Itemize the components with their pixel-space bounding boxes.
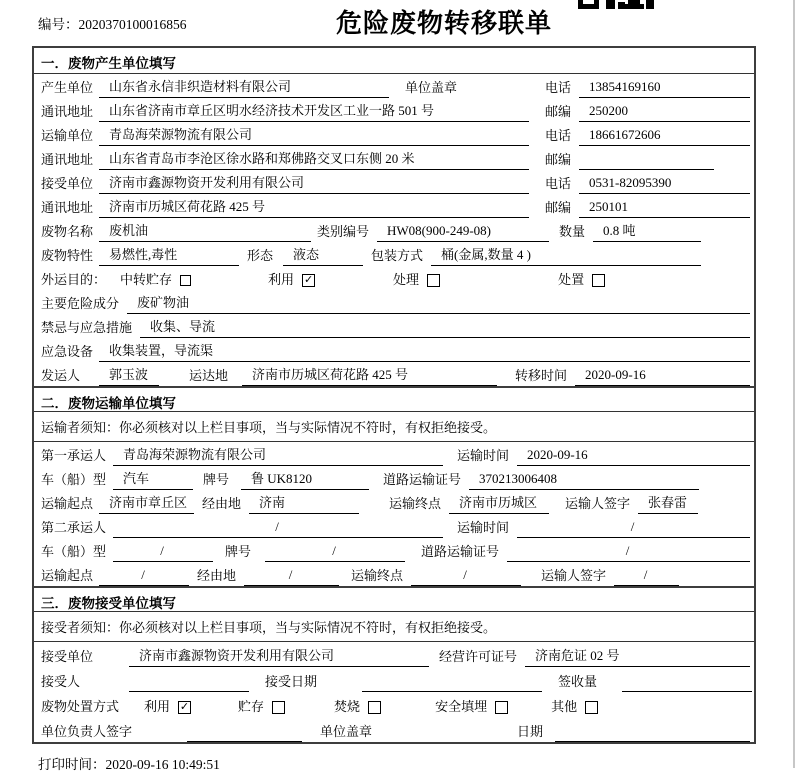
carrier-label: 第二承运人 <box>41 520 107 535</box>
disposal-incinerate-label: 焚烧 <box>334 699 361 714</box>
carrier-value: / <box>113 519 443 538</box>
terminus-value: / <box>411 567 521 586</box>
disposal-other-checkbox <box>585 701 598 714</box>
producer-value: 山东省永信非织造材料有限公司 <box>99 76 389 98</box>
disposal-label: 废物处置方式 <box>41 699 120 714</box>
recipient-value-blank <box>129 689 249 692</box>
carrier-sign-label: 运输人签字 <box>541 568 607 583</box>
vehicle-type-value: / <box>113 543 213 562</box>
address-value: 山东省济南市章丘区明水经济技术开发区工业一路 501 号 <box>99 100 529 122</box>
zip-label: 邮编 <box>545 200 572 215</box>
route-row <box>34 490 754 514</box>
vehicle-type-label: 车（船）型 <box>41 544 107 559</box>
waste-name-value: 废机油 <box>99 220 311 242</box>
manifest-form <box>32 46 756 744</box>
carrier-value: 青岛海荣源物流有限公司 <box>113 444 443 466</box>
zip-value-blank <box>579 167 714 170</box>
purpose-label: 外运目的： <box>41 272 107 287</box>
second-carrier-row <box>34 514 754 538</box>
disposal-incinerate-checkbox <box>368 701 381 714</box>
transporter-address-row <box>34 146 754 170</box>
category-label: 类别编号 <box>317 224 370 239</box>
via-value: 济南 <box>249 492 359 514</box>
quantity-value: 0.8 吨 <box>593 220 701 242</box>
first-carrier-row <box>34 442 754 466</box>
sign-date-value-blank <box>555 739 750 742</box>
purpose-dispose-label: 处置 <box>558 272 585 287</box>
accept-date-value-blank <box>362 689 542 692</box>
transfer-date-label: 转移时间 <box>515 368 568 383</box>
purpose-transfer-checkbox <box>180 275 191 286</box>
equipment-value: 收集装置，导流渠 <box>99 340 750 362</box>
hazard-row <box>34 290 754 314</box>
unit-seal-label: 单位盖章 <box>405 80 458 95</box>
accept-unit-value: 济南市鑫源物资开发利用有限公司 <box>129 645 429 667</box>
accept-date-label: 接受日期 <box>265 674 318 689</box>
purpose-row <box>34 266 754 290</box>
doc-number-label: 编号： <box>38 17 79 32</box>
road-license-label: 道路运输证号 <box>383 472 462 487</box>
page-title: 危险废物转移联单 <box>335 8 552 38</box>
vehicle-type-label: 车（船）型 <box>41 472 107 487</box>
form-value: 液态 <box>283 244 363 266</box>
category-value: HW08(900-249-08) <box>377 223 549 242</box>
terminus-value: 济南市历城区 <box>449 492 549 514</box>
phone-label: 电话 <box>545 128 572 143</box>
disposal-landfill-checkbox <box>495 701 508 714</box>
phone-group <box>545 77 750 98</box>
disposal-row <box>34 692 754 717</box>
purpose-treat-label: 处理 <box>393 272 420 287</box>
section2-title: 二．废物运输单位填写 <box>34 386 754 412</box>
character-label: 废物特性 <box>41 248 94 263</box>
vehicle-row <box>34 466 754 490</box>
packing-label: 包装方式 <box>371 248 424 263</box>
transporter-row <box>34 122 754 146</box>
origin-value: 济南市章丘区 <box>99 492 194 514</box>
manager-sign-label: 单位负责人签字 <box>41 724 133 739</box>
phone-value: 13854169160 <box>579 79 750 98</box>
road-license-value: / <box>507 543 750 562</box>
address-value: 济南市历城区荷花路 425 号 <box>99 196 529 218</box>
disposal-store-label: 贮存 <box>238 699 265 714</box>
destination-value: 济南市历城区荷花路 425 号 <box>242 364 497 386</box>
received-qty-value-blank <box>622 689 752 692</box>
carrier-sign-value: 张春雷 <box>638 492 698 514</box>
address-label: 通讯地址 <box>41 152 94 167</box>
quantity-label: 数量 <box>559 224 586 239</box>
consignor-value: 郭玉波 <box>99 364 159 386</box>
measures-row <box>34 314 754 338</box>
purpose-use-label: 利用 <box>268 272 295 287</box>
purpose-treat-checkbox <box>427 274 440 287</box>
plate-value: / <box>265 543 405 562</box>
plate-label: 牌号 <box>203 472 230 487</box>
road-license-label: 道路运输证号 <box>421 544 500 559</box>
producer-address-row <box>34 98 754 122</box>
plate-value: 鲁 UK8120 <box>241 468 369 490</box>
zip-group <box>545 149 750 170</box>
doc-number-value: 2020370100016856 <box>78 17 187 32</box>
disposal-store-checkbox <box>272 701 285 714</box>
via-label: 经由地 <box>197 568 237 583</box>
producer-row <box>34 74 754 98</box>
phone-value: 18661672606 <box>579 127 750 146</box>
print-time-value: 2020-09-16 10:49:51 <box>105 757 220 772</box>
disposal-landfill-label: 安全填埋 <box>435 699 488 714</box>
disposal-other-label: 其他 <box>551 699 578 714</box>
manager-sign-row <box>34 717 754 742</box>
disposal-use-checkbox: ✓ <box>179 700 190 713</box>
origin-label: 运输起点 <box>41 568 94 583</box>
transfer-date-value: 2020-09-16 <box>575 367 750 386</box>
manager-sign-value-blank <box>187 739 302 742</box>
origin-label: 运输起点 <box>41 496 94 511</box>
waste-name-label: 废物名称 <box>41 224 94 239</box>
section3-title: 三．废物接受单位填写 <box>34 586 754 612</box>
purpose-use-checkbox: ✓ <box>303 273 314 286</box>
address-value: 山东省青岛市李沧区徐水路和郑佛路交叉口东侧 20 米 <box>99 148 529 170</box>
vehicle-row-2 <box>34 538 754 562</box>
terminus-label: 运输终点 <box>351 568 404 583</box>
transporter-notice: 运输者须知：你必须核对以上栏目事项，当与实际情况不符时，有权拒绝接受。 <box>34 412 754 442</box>
consignor-label: 发运人 <box>41 368 81 383</box>
waste-character-row <box>34 242 754 266</box>
via-label: 经由地 <box>202 496 242 511</box>
recipient-label: 接受人 <box>41 674 81 689</box>
qr-code-fragment-icon <box>578 0 654 11</box>
page-edge-line <box>793 0 795 768</box>
consignor-row <box>34 362 754 386</box>
zip-label: 邮编 <box>545 104 572 119</box>
hazard-label: 主要危险成分 <box>41 296 120 311</box>
purpose-transfer-label: 中转贮存 <box>120 272 173 287</box>
measures-label: 禁忌与应急措施 <box>41 320 133 335</box>
accept-unit-row <box>34 642 754 667</box>
address-label: 通讯地址 <box>41 104 94 119</box>
phone-value: 0531-82095390 <box>579 175 750 194</box>
packing-value: 桶(金属,数量 4 ) <box>431 244 701 266</box>
route-row-2 <box>34 562 754 586</box>
received-qty-label: 签收量 <box>558 674 598 689</box>
permit-value: 济南危证 02 号 <box>525 645 750 667</box>
phone-label: 电话 <box>545 80 572 95</box>
character-value: 易燃性,毒性 <box>99 244 239 266</box>
zip-label: 邮编 <box>545 152 572 167</box>
permit-label: 经营许可证号 <box>439 649 518 664</box>
unit-seal-label: 单位盖章 <box>320 724 373 739</box>
accept-unit-label: 接受单位 <box>41 649 94 664</box>
vehicle-type-value: 汽车 <box>113 468 193 490</box>
hazard-value: 废矿物油 <box>127 292 750 314</box>
destination-label: 运达地 <box>189 368 229 383</box>
transporter-value: 青岛海荣源物流有限公司 <box>99 124 529 146</box>
producer-label: 产生单位 <box>41 80 94 95</box>
zip-group <box>545 101 750 122</box>
carrier-sign-value: / <box>614 567 679 586</box>
receiver-row <box>34 170 754 194</box>
section1-title: 一．废物产生单位填写 <box>34 48 754 74</box>
measures-value: 收集、导流 <box>140 316 750 338</box>
receiver-notice: 接受者须知：你必须核对以上栏目事项，当与实际情况不符时，有权拒绝接受。 <box>34 612 754 642</box>
transport-time-label: 运输时间 <box>457 520 510 535</box>
carrier-sign-label: 运输人签字 <box>565 496 631 511</box>
via-value: / <box>244 567 339 586</box>
receiver-value: 济南市鑫源物资开发利用有限公司 <box>99 172 529 194</box>
disposal-use-label: 利用 <box>144 699 171 714</box>
print-time-label: 打印时间： <box>38 757 106 772</box>
phone-group <box>545 173 750 194</box>
form-label: 形态 <box>247 248 274 263</box>
purpose-dispose-checkbox <box>592 274 605 287</box>
receiver-label: 接受单位 <box>41 176 94 191</box>
carrier-label: 第一承运人 <box>41 448 107 463</box>
terminus-label: 运输终点 <box>389 496 442 511</box>
waste-name-row <box>34 218 754 242</box>
recipient-row <box>34 667 754 692</box>
transporter-label: 运输单位 <box>41 128 94 143</box>
phone-label: 电话 <box>545 176 572 191</box>
print-time <box>38 753 220 773</box>
zip-value: 250200 <box>579 103 750 122</box>
zip-group <box>545 197 750 218</box>
zip-value: 250101 <box>579 199 750 218</box>
address-label: 通讯地址 <box>41 200 94 215</box>
road-license-value: 370213006408 <box>469 471 699 490</box>
receiver-address-row <box>34 194 754 218</box>
equipment-row <box>34 338 754 362</box>
sign-date-label: 日期 <box>517 724 544 739</box>
equipment-label: 应急设备 <box>41 344 94 359</box>
plate-label: 牌号 <box>225 544 252 559</box>
document-header <box>0 0 796 46</box>
origin-value: / <box>99 567 189 586</box>
transport-time-value: 2020-09-16 <box>517 447 750 466</box>
phone-group <box>545 125 750 146</box>
transport-time-label: 运输时间 <box>457 448 510 463</box>
transport-time-value: / <box>517 519 750 538</box>
